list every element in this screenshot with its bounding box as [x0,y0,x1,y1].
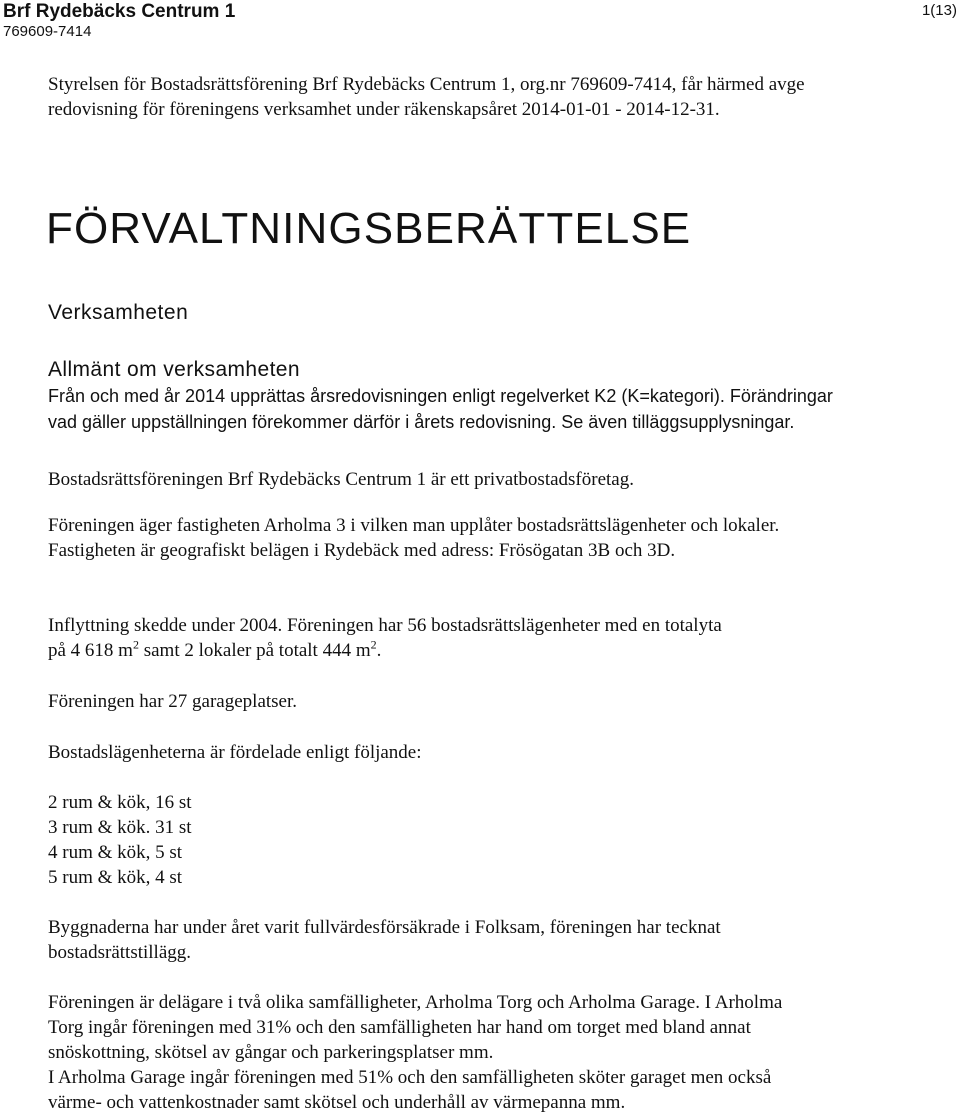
document-title: FÖRVALTNINGSBERÄTTELSE [46,204,692,253]
general-line: vad gäller uppställningen förekommer därför i årets redovisning. Se även tilläggsupplysningar. [48,412,795,432]
moving-in-line: Inflyttning skedde under 2004. Föreningen har 56 bostadsrättslägenheter med en totalyta [48,615,722,636]
insurance-paragraph [48,915,948,965]
moving-in-line [48,638,948,663]
apartment-distribution-list [48,790,948,890]
org-number: 769609-7414 [3,23,92,40]
page-indicator: 1(13) [921,2,957,19]
joint-property-paragraph [48,990,948,1115]
section-heading: Verksamheten [48,301,189,324]
insurance-line: bostadsrättstillägg. [48,942,192,963]
joint-line: I Arholma Garage ingår föreningen med 51% och den samfälligheten sköter garaget men också [48,1067,772,1088]
joint-line: värme- och vattenkostnader samt skötsel och underhåll av värmepanna mm. [48,1092,626,1113]
property-line: Föreningen äger fastigheten Arholma 3 i vilken man upplåter bostadsrättslägenheter och lokaler. [48,515,780,536]
area-text: på 4 618 m [48,640,133,661]
general-line: Från och med år 2014 upprättas årsredovisningen enligt regelverket K2 (K=kategori). Förändringar [48,386,833,406]
property-line: Fastigheten är geografiskt belägen i Rydebäck med adress: Frösögatan 3B och 3D. [48,540,676,561]
superscript: 2 [132,637,139,652]
distribution-intro: Bostadslägenheterna är fördelade enligt följande: [48,742,422,763]
list-item: 2 rum & kök, 16 st [48,792,192,813]
property-paragraph [48,513,948,563]
superscript: 2 [370,637,377,652]
garage-paragraph: Föreningen har 27 garageplatser. [48,691,298,712]
area-text: samt 2 lokaler på totalt 444 m [138,640,371,661]
list-item: 5 rum & kök, 4 st [48,867,183,888]
list-item: 3 rum & kök. 31 st [48,817,192,838]
area-text: . [376,640,382,661]
subsection-heading: Allmänt om verksamheten [48,358,300,381]
general-paragraph [48,383,948,435]
intro-line: Styrelsen för Bostadsrättsförening Brf Rydebäcks Centrum 1, org.nr 769609-7414, får härmed avge [48,74,805,95]
association-name: Brf Rydebäcks Centrum 1 [3,1,236,22]
joint-line: Torg ingår föreningen med 31% och den samfälligheten har hand om torget med bland annat [48,1017,751,1038]
joint-line: snöskottning, skötsel av gångar och parkeringsplatser mm. [48,1042,494,1063]
list-item: 4 rum & kök, 5 st [48,842,183,863]
company-type-paragraph: Bostadsrättsföreningen Brf Rydebäcks Centrum 1 är ett privatbostadsföretag. [48,469,634,490]
joint-line: Föreningen är delägare i två olika samfälligheter, Arholma Torg och Arholma Garage. I Arholma [48,992,783,1013]
intro-line: redovisning för föreningens verksamhet under räkenskapsåret 2014-01-01 - 2014-12-31. [48,99,720,120]
intro-paragraph [48,72,948,122]
moving-in-paragraph [48,613,948,663]
insurance-line: Byggnaderna har under året varit fullvärdesförsäkrade i Folksam, föreningen har tecknat [48,917,721,938]
